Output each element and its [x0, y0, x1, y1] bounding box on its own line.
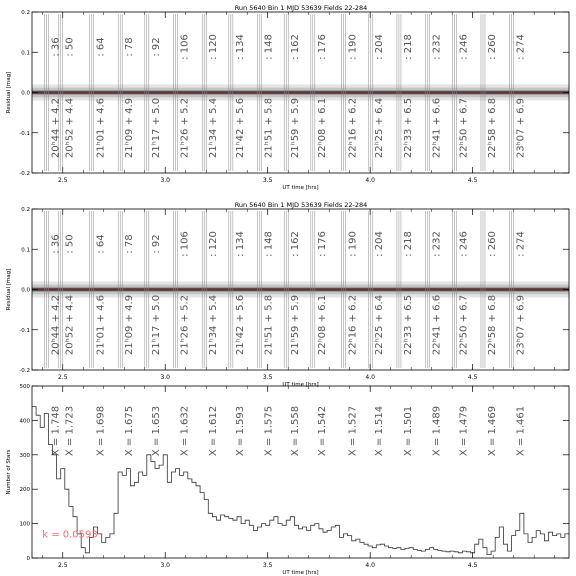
- y-tick-label: -0.2: [19, 171, 30, 177]
- field-time-label: 20ʰ52 + 4.4: [64, 97, 76, 159]
- y-tick-label: 0.0: [21, 90, 30, 97]
- field-number-label: : 134: [234, 34, 246, 60]
- airmass-label: X = 1.527: [347, 405, 359, 457]
- field-time-label: 21ʰ09 + 4.9: [124, 97, 136, 159]
- field-time-label: 21ʰ59 + 5.9: [290, 294, 302, 356]
- field-number-label: : 204: [374, 231, 386, 257]
- x-axis-label: UT time [hrs]: [282, 185, 319, 191]
- field-number-label: : 162: [290, 231, 302, 257]
- field-number-label: : 190: [347, 34, 359, 60]
- field-time-label: 21ʰ34 + 5.4: [208, 294, 220, 356]
- x-tick-label: 2.5: [57, 562, 68, 569]
- airmass-label: X = 1.675: [124, 405, 136, 457]
- field-time-label: 22ʰ41 + 6.6: [431, 97, 443, 159]
- field-number-label: : 78: [124, 234, 136, 254]
- field-time-label: 22ʰ16 + 6.2: [347, 97, 359, 159]
- field-number-label: : 274: [515, 34, 527, 60]
- y-tick-label: 400: [19, 418, 30, 425]
- field-time-label: 21ʰ17 + 5.0: [150, 97, 162, 159]
- y-tick-label: 0: [26, 556, 30, 562]
- x-tick-label: 4.0: [365, 374, 375, 381]
- y-tick-label: 100: [19, 521, 30, 528]
- field-time-label: 21ʰ34 + 5.4: [208, 97, 220, 159]
- field-time-label: 21ʰ26 + 5.2: [179, 294, 191, 356]
- airmass-label: X = 1.489: [431, 405, 443, 457]
- field-time-label: 23ʰ07 + 6.9: [515, 97, 527, 159]
- x-tick-label: 2.5: [57, 374, 68, 381]
- field-time-label: 20ʰ44 + 4.2: [50, 97, 62, 159]
- x-tick-label: 3.5: [262, 374, 273, 381]
- airmass-labels: [50, 406, 526, 456]
- field-number-label: : 176: [316, 231, 328, 257]
- field-time-label: 22ʰ25 + 6.4: [374, 294, 386, 356]
- x-tick-label: 3.5: [262, 177, 273, 184]
- x-tick-label: 3.5: [262, 562, 273, 569]
- field-time-label: 21ʰ42 + 5.6: [234, 294, 246, 356]
- panel-title: Run 5640 Bin 1 MJD 53639 Fields 22-284: [234, 201, 368, 209]
- extinction-annotation: k = 0.0593: [42, 529, 98, 541]
- y-tick-label: 0.1: [21, 247, 30, 254]
- airmass-label: X = 1.514: [374, 405, 386, 457]
- field-time-label: 22ʰ33 + 6.5: [402, 294, 414, 356]
- x-tick-label: 4.0: [365, 177, 375, 184]
- y-tick-label: 0.0: [21, 287, 30, 294]
- y-tick-label: -0.2: [19, 368, 30, 374]
- airmass-label: X = 1.612: [208, 405, 220, 457]
- y-tick-label: -0.1: [19, 327, 30, 334]
- field-time-label: 22ʰ50 + 6.7: [458, 294, 470, 356]
- field-number-label: : 134: [234, 231, 246, 257]
- field-time-label: 22ʰ16 + 6.2: [347, 294, 359, 356]
- field-time-label: 21ʰ26 + 5.2: [179, 97, 191, 159]
- field-time-label: 21ʰ42 + 5.6: [234, 97, 246, 159]
- field-time-label: 22ʰ50 + 6.7: [458, 97, 470, 159]
- field-number-label: : 274: [515, 231, 527, 257]
- airmass-label: X = 1.593: [234, 405, 246, 457]
- airmass-label: X = 1.558: [290, 405, 302, 457]
- y-tick-label: 0.1: [21, 50, 30, 57]
- field-number-label: : 64: [95, 37, 107, 57]
- field-number-label: : 246: [458, 231, 470, 257]
- field-time-label: 21ʰ09 + 4.9: [124, 294, 136, 356]
- x-tick-label: 3.0: [160, 562, 170, 569]
- field-time-label: 23ʰ07 + 6.9: [515, 294, 527, 356]
- x-axis-label: UT time [hrs]: [282, 570, 319, 576]
- field-number-label: : 120: [208, 34, 220, 60]
- airmass-label: X = 1.542: [316, 405, 328, 457]
- field-number-label: : 120: [208, 231, 220, 257]
- x-tick-label: 4.5: [467, 374, 478, 381]
- field-time-label: 20ʰ44 + 4.2: [50, 294, 62, 356]
- y-axis-label: Residual [mag]: [6, 71, 12, 114]
- y-tick-label: 0.2: [21, 207, 30, 213]
- airmass-label: X = 1.469: [486, 405, 498, 457]
- field-number-label: : 190: [347, 231, 359, 257]
- field-time-label: 21ʰ01 + 4.6: [95, 294, 107, 356]
- field-time-label: 22ʰ41 + 6.6: [431, 294, 443, 356]
- field-number-label: : 50: [64, 37, 76, 57]
- field-number-label: : 218: [402, 34, 414, 60]
- field-number-label: : 92: [150, 37, 162, 57]
- airmass-label: X = 1.461: [515, 405, 527, 457]
- field-number-label: : 148: [263, 231, 275, 257]
- field-number-label: : 148: [263, 34, 275, 60]
- airmass-label: X = 1.723: [64, 405, 76, 457]
- airmass-label: X = 1.501: [402, 405, 414, 457]
- field-time-label: 22ʰ08 + 6.1: [316, 294, 328, 356]
- field-time-label: 21ʰ59 + 5.9: [290, 97, 302, 159]
- airmass-label: X = 1.698: [95, 405, 107, 457]
- x-tick-label: 4.5: [467, 177, 478, 184]
- field-number-label: : 36: [50, 234, 62, 254]
- x-tick-label: 4.5: [467, 562, 478, 569]
- field-time-label: 22ʰ58 + 6.8: [486, 294, 498, 356]
- field-number-label: : 106: [179, 231, 191, 257]
- field-number-label: : 64: [95, 234, 107, 254]
- y-tick-label: 0.2: [21, 10, 30, 16]
- field-number-label: : 246: [458, 34, 470, 60]
- field-number-label: : 78: [124, 37, 136, 57]
- field-time-label: 21ʰ51 + 5.8: [263, 97, 275, 159]
- field-number-label: : 232: [431, 34, 443, 60]
- y-tick-label: 500: [19, 384, 30, 390]
- field-time-label: 22ʰ08 + 6.1: [316, 97, 328, 159]
- airmass-label: X = 1.653: [150, 405, 162, 457]
- airmass-label: X = 1.748: [50, 405, 62, 457]
- panel-title: Run 5640 Bin 1 MJD 53639 Fields 22-284: [234, 4, 368, 12]
- residual-panel-middle: [6, 201, 569, 388]
- field-number-label: : 176: [316, 34, 328, 60]
- y-axis-label: Residual [mag]: [6, 268, 12, 311]
- field-number-label: : 36: [50, 37, 62, 57]
- airmass-label: X = 1.575: [263, 405, 275, 457]
- star-count-panel: [6, 384, 569, 576]
- field-number-label: : 232: [431, 231, 443, 257]
- y-tick-label: 200: [19, 487, 30, 494]
- field-number-label: : 162: [290, 34, 302, 60]
- y-axis-label: Number of Stars: [6, 449, 12, 495]
- field-time-label: 22ʰ58 + 6.8: [486, 97, 498, 159]
- field-time-label: 21ʰ51 + 5.8: [263, 294, 275, 356]
- x-axis-label: UT time [hrs]: [282, 382, 319, 388]
- x-tick-label: 3.0: [160, 374, 170, 381]
- x-tick-label: 4.0: [365, 562, 375, 569]
- field-number-label: : 92: [150, 234, 162, 254]
- field-time-label: 22ʰ33 + 6.5: [402, 97, 414, 159]
- field-time-label: 21ʰ17 + 5.0: [150, 294, 162, 356]
- field-number-label: : 204: [374, 34, 386, 60]
- residual-panel-top: [6, 4, 569, 191]
- airmass-label: X = 1.479: [458, 405, 470, 457]
- airmass-label: X = 1.632: [179, 405, 191, 457]
- y-tick-label: -0.1: [19, 130, 30, 137]
- field-number-label: : 50: [64, 234, 76, 254]
- x-tick-label: 3.0: [160, 177, 170, 184]
- field-time-label: 20ʰ52 + 4.4: [64, 294, 76, 356]
- x-tick-label: 2.5: [57, 177, 68, 184]
- y-tick-label: 300: [19, 452, 30, 459]
- field-number-label: : 260: [486, 231, 498, 257]
- field-number-label: : 106: [179, 34, 191, 60]
- field-number-label: : 218: [402, 231, 414, 257]
- field-time-label: 21ʰ01 + 4.6: [95, 97, 107, 159]
- field-number-label: : 260: [486, 34, 498, 60]
- field-time-label: 22ʰ25 + 6.4: [374, 97, 386, 159]
